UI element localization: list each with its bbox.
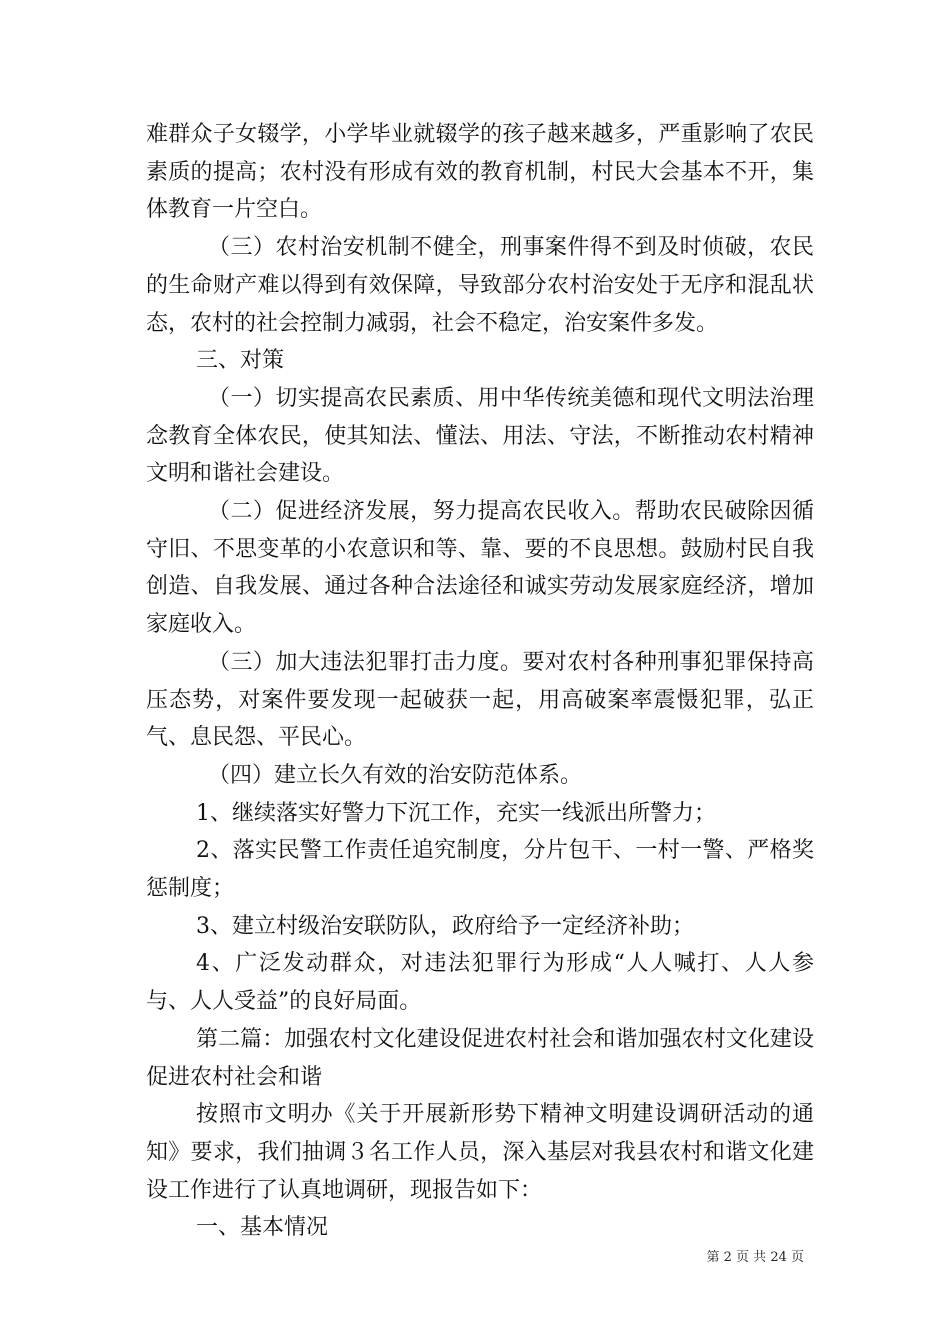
paragraph-measure-4: （四）建立长久有效的治安防范体系。 [208, 762, 583, 788]
paragraph-introduction: 按照市文明办《关于开展新形势下精神文明建设调研活动的通知》要求，我们抽调３名工作人员，深入基层对我县农村和谐文化建设工作进行了认真地调研，现报告如下： [146, 1102, 814, 1203]
paragraph-measure-3: （三）加大违法犯罪打击力度。要对农村各种刑事犯罪保持高压态势，对案件要发现一起破获一起，用高破案率震慑犯罪，弘正气、息民怨、平民心。 [146, 649, 814, 751]
list-item-4: 4、广泛发动群众，对违法犯罪行为形成“人人喊打、人人参与、人人受益”的良好局面。 [146, 951, 814, 1015]
document-body [146, 116, 814, 1247]
heading-countermeasures: 三、对策 [196, 348, 285, 374]
paragraph-measure-2: （二）促进经济发展，努力提高农民收入。帮助农民破除因循守旧、不思变革的小农意识和等、靠、要的不良思想。鼓励村民自我创造、自我发展、通过各种合法途径和诚实劳动发展家庭经济，增加家庭收入。 [146, 499, 814, 638]
section-title-part-two: 第二篇：加强农村文化建设促进农村社会和谐加强农村文化建设促进农村社会和谐 [146, 1026, 814, 1090]
paragraph-public-security: （三）农村治安机制不健全，刑事案件得不到及时侦破，农民的生命财产难以得到有效保障，导致部分农村治安处于无序和混乱状态，农村的社会控制力减弱，社会不稳定，治安案件多发。 [146, 235, 814, 336]
list-item-3: 3、建立村级治安联防队，政府给予一定经济补助； [196, 913, 694, 939]
heading-basic-situation: 一、基本情况 [196, 1215, 329, 1241]
paragraph-measure-1: （一）切实提高农民素质、用中华传统美德和现代文明法治理念教育全体农民，使其知法、懂法、用法、守法，不断推动农村精神文明和谐社会建设。 [146, 385, 814, 487]
page-number-footer: 第 2 页 共 24 页 [706, 1250, 804, 1265]
list-item-2: 2、落实民警工作责任追究制度，分片包干、一村一警、严格奖惩制度； [146, 838, 814, 902]
paragraph-continuation: 难群众子女辍学，小学毕业就辍学的孩子越来越多，严重影响了农民素质的提高；农村没有形成有效的教育机制，村民大会基本不开，集体教育一片空白。 [146, 122, 814, 223]
list-item-1: 1、继续落实好警力下沉工作，充实一线派出所警力； [196, 800, 716, 826]
